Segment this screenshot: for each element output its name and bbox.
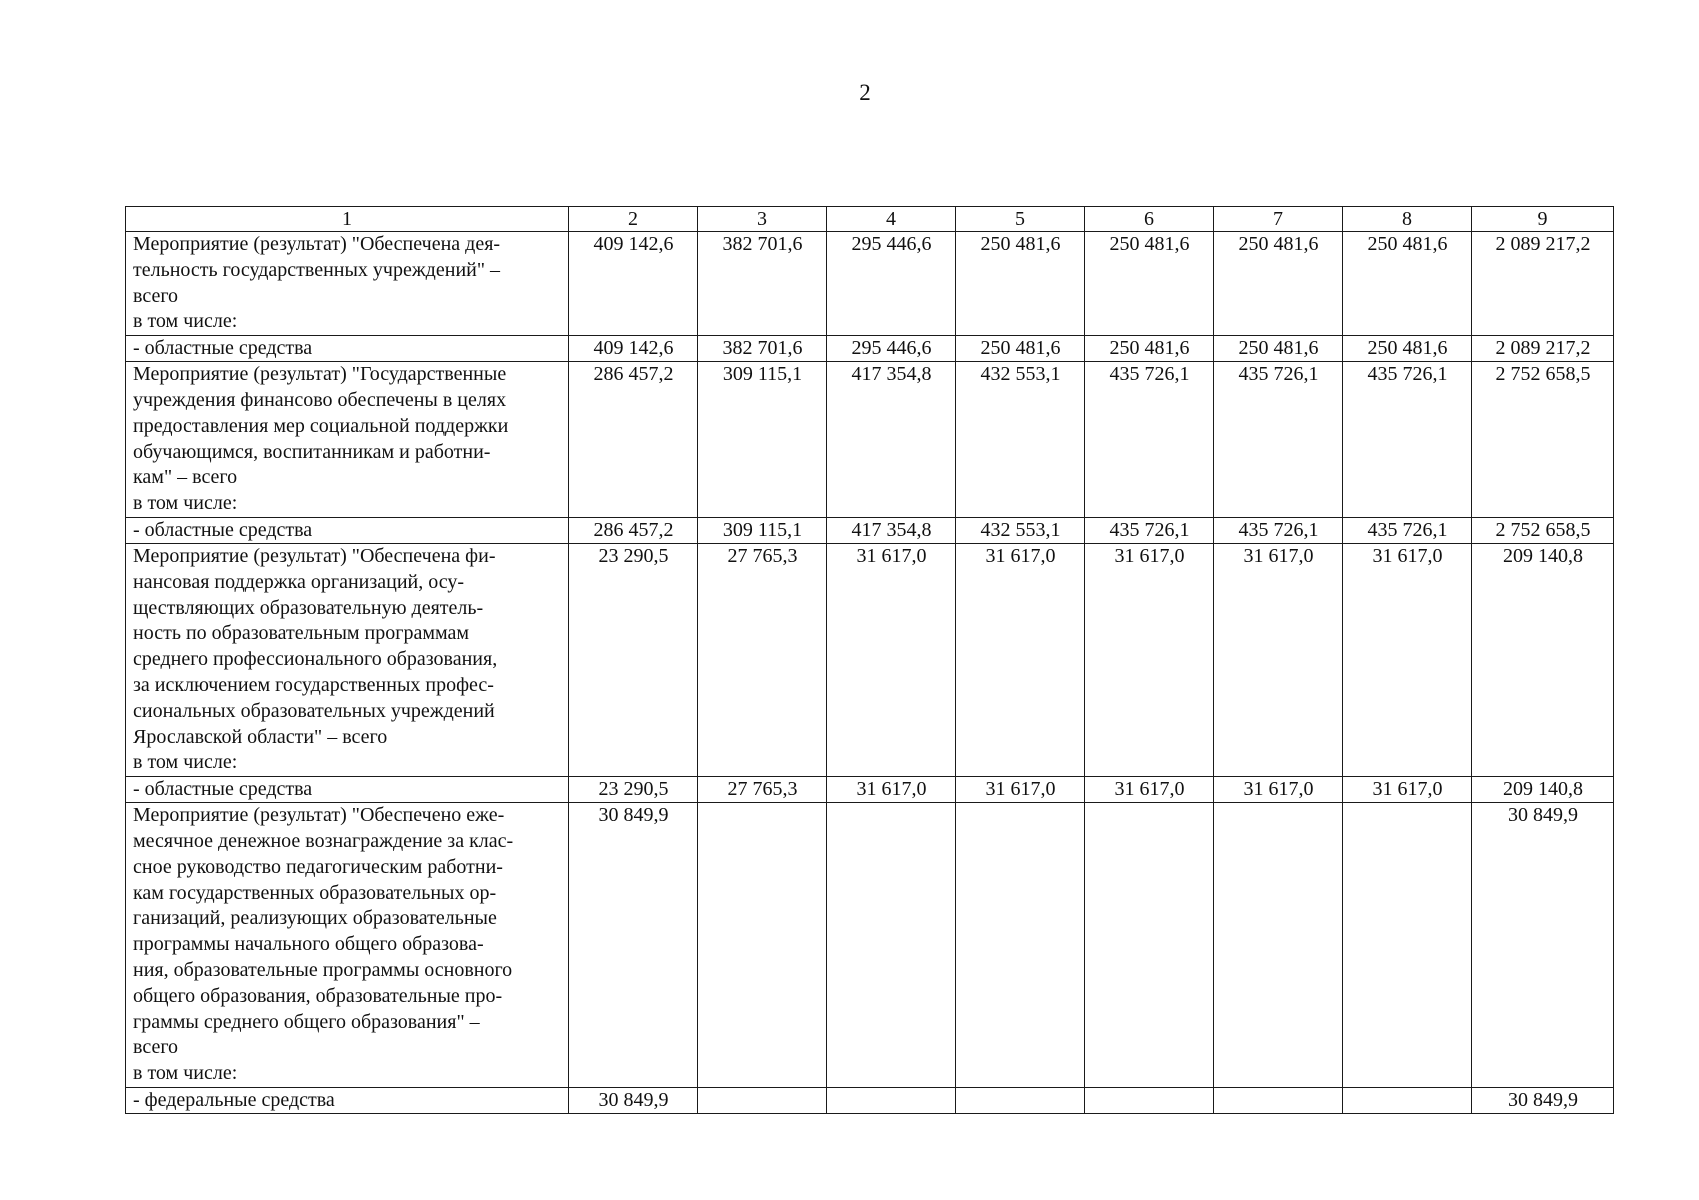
text-line: ность по образовательным программам: [133, 622, 470, 645]
year-value-cell: 31 617,0: [1085, 543, 1214, 776]
year-value-cell: 309 115,1: [698, 517, 827, 543]
text-line: кам" – всего: [133, 466, 238, 489]
text-line: всего: [133, 1036, 179, 1059]
year-value-cell: [827, 803, 956, 1088]
text-line: нансовая поддержка организаций, осу-: [133, 570, 465, 593]
year-value-cell: [1343, 1087, 1472, 1113]
text-line: в том числе:: [133, 1062, 238, 1085]
text-line: учреждения финансово обеспечены в целях: [133, 388, 507, 411]
year-value-cell: [956, 1087, 1085, 1113]
column-number: 4: [827, 207, 956, 232]
activity-row: [126, 543, 1614, 776]
year-value-cell: 382 701,6: [698, 232, 827, 336]
text-line: - областные средства: [133, 778, 313, 801]
total-value-cell: 2 089 217,2: [1472, 232, 1614, 336]
year-value-cell: 250 481,6: [1343, 232, 1472, 336]
text-line: ганизаций, реализующих образовательные: [133, 907, 497, 930]
funding-source-label: [126, 1087, 569, 1113]
year-value-cell: 417 354,8: [827, 362, 956, 518]
text-line: ществляющих образовательную деятель-: [133, 596, 484, 619]
year-value-cell: 250 481,6: [1085, 336, 1214, 362]
year-value-cell: 409 142,6: [569, 336, 698, 362]
activity-row: [126, 803, 1614, 1088]
year-value-cell: 409 142,6: [569, 232, 698, 336]
column-number: 3: [698, 207, 827, 232]
column-number: 2: [569, 207, 698, 232]
activity-description: [126, 803, 569, 1088]
year-value-cell: 435 726,1: [1214, 517, 1343, 543]
funding-source-label: [126, 336, 569, 362]
year-value-cell: 27 765,3: [698, 543, 827, 776]
year-value-cell: 31 617,0: [1214, 543, 1343, 776]
year-value-cell: [1214, 803, 1343, 1088]
year-value-cell: 31 617,0: [1085, 777, 1214, 803]
text-line: - федеральные средства: [133, 1088, 335, 1111]
year-value-cell: 286 457,2: [569, 517, 698, 543]
year-value-cell: 23 290,5: [569, 777, 698, 803]
total-value-cell: 30 849,9: [1472, 803, 1614, 1088]
year-value-cell: 309 115,1: [698, 362, 827, 518]
text-line: Ярославской области" – всего: [133, 725, 388, 748]
year-value-cell: [698, 803, 827, 1088]
year-value-cell: 435 726,1: [1343, 517, 1472, 543]
column-number: 9: [1472, 207, 1614, 232]
activity-description: [126, 362, 569, 518]
total-value-cell: 2 752 658,5: [1472, 362, 1614, 518]
text-line: тельность государственных учреждений" –: [133, 258, 501, 281]
text-line: - областные средства: [133, 518, 313, 541]
text-line: Мероприятие (результат) "Обеспечена дея-: [133, 233, 501, 255]
year-value-cell: [827, 1087, 956, 1113]
text-line: Мероприятие (результат) "Государственные: [133, 363, 507, 386]
budget-table: [125, 206, 1614, 1114]
funding-source-row: [126, 1087, 1614, 1113]
year-value-cell: 250 481,6: [1343, 336, 1472, 362]
year-value-cell: 435 726,1: [1085, 517, 1214, 543]
year-value-cell: 250 481,6: [1085, 232, 1214, 336]
text-line: в том числе:: [133, 310, 238, 333]
funding-source-label: [126, 517, 569, 543]
text-line: за исключением государственных профес-: [133, 673, 494, 696]
total-value-cell: 2 752 658,5: [1472, 517, 1614, 543]
year-value-cell: 435 726,1: [1085, 362, 1214, 518]
total-value-cell: 30 849,9: [1472, 1087, 1614, 1113]
text-line: среднего профессионального образования,: [133, 648, 498, 671]
year-value-cell: 31 617,0: [1214, 777, 1343, 803]
year-value-cell: [956, 803, 1085, 1088]
text-line: сиональных образовательных учреждений: [133, 699, 495, 722]
year-value-cell: 250 481,6: [956, 232, 1085, 336]
funding-source-row: [126, 777, 1614, 803]
funding-source-row: [126, 517, 1614, 543]
text-line: кам государственных образовательных ор-: [133, 881, 497, 904]
year-value-cell: 435 726,1: [1214, 362, 1343, 518]
text-line: - областные средства: [133, 337, 313, 360]
text-line: в том числе:: [133, 492, 238, 515]
year-value-cell: 31 617,0: [827, 777, 956, 803]
text-line: граммы среднего общего образования" –: [133, 1010, 480, 1033]
activity-row: [126, 362, 1614, 518]
text-line: обучающимся, воспитанникам и работни-: [133, 440, 491, 463]
text-line: общего образования, образовательные про-: [133, 984, 503, 1007]
year-value-cell: 417 354,8: [827, 517, 956, 543]
page-number: 2: [859, 80, 871, 105]
year-value-cell: [1343, 803, 1472, 1088]
text-line: в том числе:: [133, 751, 238, 774]
year-value-cell: 23 290,5: [569, 543, 698, 776]
column-number: 8: [1343, 207, 1472, 232]
column-number-row: [126, 207, 1614, 232]
column-number: 1: [126, 207, 569, 232]
year-value-cell: 382 701,6: [698, 336, 827, 362]
year-value-cell: 31 617,0: [1343, 543, 1472, 776]
column-number: 7: [1214, 207, 1343, 232]
text-line: программы начального общего образова-: [133, 933, 484, 956]
text-line: всего: [133, 284, 179, 307]
column-number: 6: [1085, 207, 1214, 232]
year-value-cell: 250 481,6: [1214, 336, 1343, 362]
total-value-cell: 209 140,8: [1472, 543, 1614, 776]
year-value-cell: [1214, 1087, 1343, 1113]
year-value-cell: 30 849,9: [569, 1087, 698, 1113]
year-value-cell: [1085, 803, 1214, 1088]
year-value-cell: 31 617,0: [827, 543, 956, 776]
total-value-cell: 2 089 217,2: [1472, 336, 1614, 362]
text-line: предоставления мер социальной поддержки: [133, 414, 509, 437]
year-value-cell: 31 617,0: [956, 777, 1085, 803]
year-value-cell: 250 481,6: [956, 336, 1085, 362]
funding-source-row: [126, 336, 1614, 362]
year-value-cell: 435 726,1: [1343, 362, 1472, 518]
year-value-cell: 295 446,6: [827, 336, 956, 362]
year-value-cell: 27 765,3: [698, 777, 827, 803]
year-value-cell: 250 481,6: [1214, 232, 1343, 336]
year-value-cell: [698, 1087, 827, 1113]
text-line: сное руководство педагогическим работни-: [133, 855, 503, 878]
year-value-cell: 31 617,0: [956, 543, 1085, 776]
year-value-cell: 295 446,6: [827, 232, 956, 336]
text-line: месячное денежное вознаграждение за клас-: [133, 829, 514, 852]
year-value-cell: 31 617,0: [1343, 777, 1472, 803]
text-line: Мероприятие (результат) "Обеспечена фи-: [133, 544, 496, 567]
activity-row: [126, 232, 1614, 336]
year-value-cell: 432 553,1: [956, 362, 1085, 518]
activity-description: [126, 232, 569, 336]
total-value-cell: 209 140,8: [1472, 777, 1614, 803]
year-value-cell: 30 849,9: [569, 803, 698, 1088]
text-line: ния, образовательные программы основного: [133, 958, 513, 981]
column-number: 5: [956, 207, 1085, 232]
text-line: Мероприятие (результат) "Обеспечено еже-: [133, 804, 505, 827]
activity-description: [126, 543, 569, 776]
year-value-cell: 432 553,1: [956, 517, 1085, 543]
year-value-cell: 286 457,2: [569, 362, 698, 518]
year-value-cell: [1085, 1087, 1214, 1113]
funding-source-label: [126, 777, 569, 803]
